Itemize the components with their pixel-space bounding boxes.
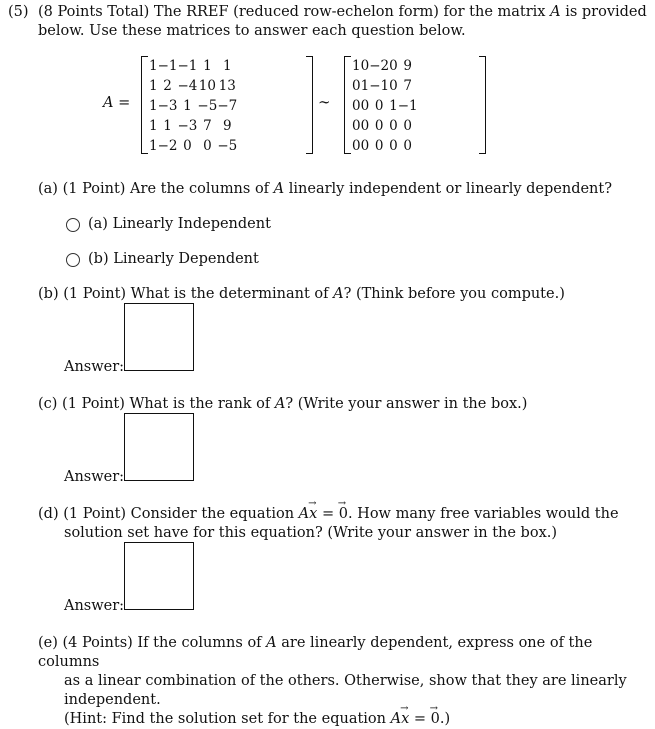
matrix-a-cell-row <box>149 116 237 136</box>
matrix-a-cell-entry: −5 <box>217 138 238 154</box>
matrix-a-cell-entry: −1 <box>157 58 178 74</box>
matrix-a-cell-entry: 13 <box>218 78 236 94</box>
rref-cell-row <box>352 136 418 156</box>
matrix-a-cell-entry: 1 <box>183 98 192 114</box>
rref-cell-row <box>352 116 418 136</box>
part-b-symbol: A <box>333 286 344 302</box>
rref-cell-row <box>352 56 418 76</box>
matrix-a-cell-entry: 1 <box>203 58 212 74</box>
matrix-a-cell-entry: 1 <box>163 118 172 134</box>
rref-cell-entry: 0 <box>374 98 384 114</box>
rref-cell-entry: 0 <box>352 118 361 134</box>
part-b-label: (b) <box>38 286 59 302</box>
matrix-a-cell-row <box>149 56 237 76</box>
rref-cell-entry: 0 <box>352 78 361 94</box>
option-independent-label: (a) Linearly Independent <box>88 216 271 232</box>
rref-cell-entry: 0 <box>403 118 412 134</box>
matrix-a-cell-entry: 1 <box>149 138 158 154</box>
matrix-a-cell-entry: −2 <box>157 138 178 154</box>
rref-cell-entry: 0 <box>352 98 361 114</box>
part-a-label: (a) <box>38 181 58 197</box>
header-line1-end: is provided <box>565 4 647 20</box>
matrix-a-cell-entry: −1 <box>177 58 198 74</box>
header-line2: below. Use these matrices to answer each question below. <box>38 23 466 39</box>
matrix-a-left-bracket <box>141 56 148 154</box>
matrix-a-cell-entry: 1 <box>222 58 232 74</box>
matrix-a-cell-entry: 10 <box>198 78 216 94</box>
matrix-a-cell-entry: 7 <box>203 118 212 134</box>
part-d-eq-equals: = <box>317 506 339 522</box>
matrix-a-cell-entry: −3 <box>157 98 178 114</box>
part-d-answer-box[interactable] <box>124 542 194 610</box>
part-c-text-after: ? (Write your answer in the box.) <box>285 396 528 412</box>
rref-cell-entry: 0 <box>389 78 398 94</box>
part-d-line2: solution set have for this equation? (Write your answer in the box.) <box>64 525 558 541</box>
question-header <box>8 3 648 41</box>
part-c-label: (c) <box>38 396 58 412</box>
rref-cell-entry: 1 <box>360 78 370 94</box>
option-independent[interactable] <box>66 215 271 234</box>
part-b-text-before: (1 Point) What is the determinant of <box>63 286 329 302</box>
part-a-text-after: linearly independent or linearly dependent? <box>288 181 612 197</box>
part-e-hint-a: A <box>390 711 402 727</box>
part-b-prompt <box>38 285 638 304</box>
part-a-symbol: A <box>273 181 285 197</box>
matrix-a-cell-entry: −3 <box>177 118 198 134</box>
rref-cell-entry: 0 <box>360 98 370 114</box>
part-b-answer-box[interactable] <box>124 303 194 371</box>
part-d-eq-x: x → <box>309 505 317 524</box>
question-number: (5) <box>8 4 29 20</box>
matrix-a-right-bracket <box>306 56 313 154</box>
part-e-hint-zero: 0 → <box>431 710 440 729</box>
part-d-eq-a: A <box>298 506 310 522</box>
option-dependent[interactable] <box>66 250 259 269</box>
rref-left-bracket <box>344 56 351 154</box>
part-e-line3: independent. <box>64 692 161 708</box>
rref-cell-entry: 0 <box>374 118 384 134</box>
part-e-prompt <box>38 634 628 729</box>
part-b-text-after: ? (Think before you compute.) <box>343 286 565 302</box>
matrix-a-cell-entry: 9 <box>222 118 232 134</box>
rref-cell-entry: −1 <box>369 78 390 94</box>
rref-cell-entry: 0 <box>403 138 412 154</box>
part-c-prompt <box>38 395 638 414</box>
part-d-text-before: (1 Point) Consider the equation <box>63 506 295 522</box>
matrix-a-cell-entry: −7 <box>217 98 238 114</box>
part-d-prompt <box>38 505 628 543</box>
rref-cell-entry: 0 <box>360 138 370 154</box>
part-e-symbol: A <box>266 635 277 651</box>
part-b-answer-label: Answer: <box>64 359 125 375</box>
matrix-a-cell-row <box>149 76 237 96</box>
rref-cell-entry: 1 <box>389 98 398 114</box>
part-e-line1-before: (4 Points) If the columns of <box>62 635 262 651</box>
part-d-label: (d) <box>38 506 59 522</box>
matrix-a-cell-entry: 0 <box>203 138 212 154</box>
rref-cell-row <box>352 76 418 96</box>
matrix-a-cell-entry: 1 <box>149 98 158 114</box>
radio-dependent[interactable] <box>66 253 80 267</box>
part-e-label: (e) <box>38 635 58 651</box>
matrix-a-cell-row <box>149 96 237 116</box>
part-e-hint-before: (Hint: Find the solution set for the equation <box>64 711 387 727</box>
matrix-a-cell-entry: −4 <box>177 78 198 94</box>
rref-cell-entry: −1 <box>397 98 418 114</box>
matrix-a-cell-entry: 1 <box>149 58 158 74</box>
matrix-a-cell-row <box>149 136 237 156</box>
rref-cell-entry: 0 <box>360 118 370 134</box>
radio-independent[interactable] <box>66 218 80 232</box>
part-e-hint-x: x → <box>401 710 409 729</box>
rref-cell-entry: 1 <box>352 58 361 74</box>
rref-cell-entry: 0 <box>374 138 384 154</box>
matrix-a-cell-entry: 2 <box>163 78 172 94</box>
rref-cell-entry: 0 <box>360 58 370 74</box>
equiv-symbol: ∼ <box>318 93 331 111</box>
header-line1: (8 Points Total) The RREF (reduced row-echelon form) for the matrix <box>38 4 546 20</box>
part-d-text-after: . How many free variables would the <box>347 506 619 522</box>
rref-cell-row <box>352 96 418 116</box>
part-e-line2: as a linear combination of the others. Otherwise, show that they are linearly <box>64 673 627 689</box>
part-a-prompt <box>38 180 638 199</box>
option-dependent-label: (b) Linearly Dependent <box>88 251 259 267</box>
matrix-a-cell-entry: 1 <box>149 78 158 94</box>
part-c-text-before: (1 Point) What is the rank of <box>62 396 271 412</box>
rref-cell-entry: 0 <box>352 138 361 154</box>
part-c-answer-label: Answer: <box>64 469 125 485</box>
rref-cell-entry: 0 <box>389 58 398 74</box>
rref-cell-entry: −2 <box>369 58 390 74</box>
matrix-a-cell-entry: 0 <box>183 138 192 154</box>
matrix-symbol: A <box>550 4 561 20</box>
part-e-hint-after: .) <box>439 711 451 727</box>
rref-right-bracket <box>479 56 486 154</box>
part-e-hint <box>38 710 628 729</box>
part-d-eq-zero: 0 → <box>339 505 348 524</box>
part-d-answer-label: Answer: <box>64 598 125 614</box>
part-c-answer-box[interactable] <box>124 413 194 481</box>
matrix-a-cell-entry: −5 <box>197 98 218 114</box>
matrix-a-label: A = <box>103 95 131 111</box>
rref-cell-entry: 0 <box>389 118 398 134</box>
part-c-symbol: A <box>274 396 286 412</box>
rref-cell-entry: 9 <box>403 58 412 74</box>
part-a-text-before: (1 Point) Are the columns of <box>62 181 270 197</box>
part-e-line1-after: are linearly dependent, express one of the columns <box>38 635 593 670</box>
matrix-a-cell-entry: 1 <box>149 118 158 134</box>
part-e-hint-equals: = <box>409 711 431 727</box>
rref-cell-entry: 0 <box>389 138 398 154</box>
rref-cell-entry: 7 <box>403 78 412 94</box>
